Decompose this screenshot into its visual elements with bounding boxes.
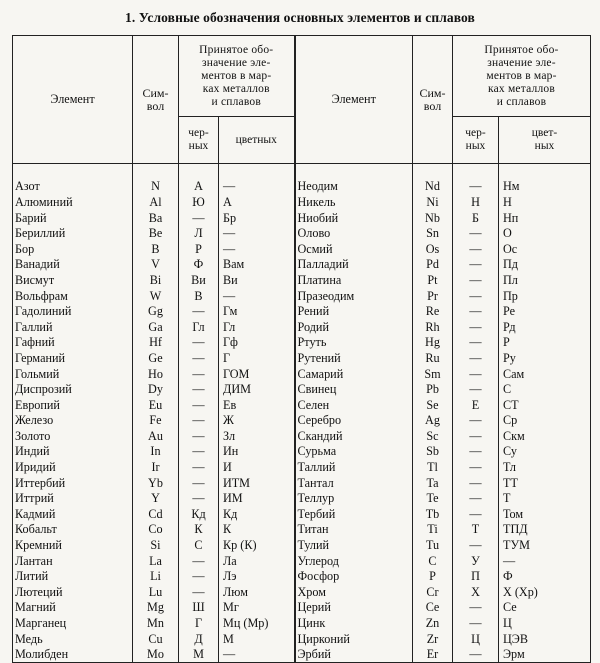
nonferrous-designation: Тл (499, 460, 591, 476)
table-row (13, 273, 591, 289)
ferrous-designation: — (179, 304, 219, 320)
element-name: Осмий (295, 241, 413, 257)
element-name: Висмут (13, 273, 133, 289)
element-symbol: Bi (133, 273, 179, 289)
element-name: Медь (13, 631, 133, 647)
element-name: Празеодим (295, 288, 413, 304)
ferrous-designation: — (453, 273, 499, 289)
nonferrous-designation: Гм (219, 304, 295, 320)
ferrous-designation: Е (453, 397, 499, 413)
nonferrous-designation: — (219, 241, 295, 257)
ferrous-designation: Х (453, 585, 499, 601)
nonferrous-designation: — (219, 226, 295, 242)
element-symbols-table (12, 35, 591, 663)
nonferrous-designation: — (219, 179, 295, 195)
element-name: Иттрий (13, 491, 133, 507)
element-name: Неодим (295, 179, 413, 195)
nonferrous-designation: С (499, 382, 591, 398)
element-symbol: Zr (413, 631, 453, 647)
header-element: Элемент (13, 36, 133, 164)
element-name: Ниобий (295, 210, 413, 226)
element-symbol: Ba (133, 210, 179, 226)
nonferrous-designation: Ла (219, 553, 295, 569)
ferrous-designation: — (453, 429, 499, 445)
element-name: Молибден (13, 647, 133, 663)
nonferrous-designation: Ж (219, 413, 295, 429)
element-name: Ванадий (13, 257, 133, 273)
element-symbol: Ni (413, 195, 453, 211)
ferrous-designation: — (179, 210, 219, 226)
table-caption: 1. Условные обозначения основных элементов и сплавов (125, 10, 475, 25)
element-symbol: Cd (133, 507, 179, 523)
element-symbol: Cu (133, 631, 179, 647)
element-symbol: C (413, 553, 453, 569)
ferrous-designation: — (453, 647, 499, 663)
element-name: Иттербий (13, 475, 133, 491)
element-symbol: Er (413, 647, 453, 663)
element-name: Алюминий (13, 195, 133, 211)
element-name: Теллур (295, 491, 413, 507)
nonferrous-designation: СТ (499, 397, 591, 413)
element-name: Цинк (295, 616, 413, 632)
table-row (13, 382, 591, 398)
element-name: Углерод (295, 553, 413, 569)
ferrous-designation: Г (179, 616, 219, 632)
element-symbol: Ce (413, 600, 453, 616)
table-row (13, 241, 591, 257)
element-name: Кадмий (13, 507, 133, 523)
table-body (13, 164, 591, 663)
ferrous-designation: — (453, 616, 499, 632)
element-name: Самарий (295, 366, 413, 382)
nonferrous-designation: Скм (499, 429, 591, 445)
element-name: Селен (295, 397, 413, 413)
element-name: Европий (13, 397, 133, 413)
nonferrous-designation: Ф (499, 569, 591, 585)
element-name: Германий (13, 351, 133, 367)
nonferrous-designation: Ср (499, 413, 591, 429)
ferrous-designation: Ф (179, 257, 219, 273)
element-name: Титан (295, 522, 413, 538)
ferrous-designation: — (453, 460, 499, 476)
header-ferrous-right: чер- ных (453, 117, 499, 164)
ferrous-designation: Д (179, 631, 219, 647)
element-symbol: Eu (133, 397, 179, 413)
nonferrous-designation: ИТМ (219, 475, 295, 491)
ferrous-designation: — (179, 335, 219, 351)
nonferrous-designation: Рд (499, 319, 591, 335)
table-row (13, 444, 591, 460)
ferrous-designation: В (179, 288, 219, 304)
element-name: Литий (13, 569, 133, 585)
header-symbol-right: Сим- вол (413, 36, 453, 164)
element-name: Гафний (13, 335, 133, 351)
element-name: Скандий (295, 429, 413, 445)
element-symbol: Y (133, 491, 179, 507)
element-symbol: Au (133, 429, 179, 445)
nonferrous-designation: Т (499, 491, 591, 507)
element-symbol: N (133, 179, 179, 195)
nonferrous-designation: И (219, 460, 295, 476)
ferrous-designation: Кд (179, 507, 219, 523)
nonferrous-designation: Эрм (499, 647, 591, 663)
element-symbol: Se (413, 397, 453, 413)
element-name: Кремний (13, 538, 133, 554)
ferrous-designation: — (179, 444, 219, 460)
nonferrous-designation: Гл (219, 319, 295, 335)
element-symbol: Al (133, 195, 179, 211)
ferrous-designation: — (179, 366, 219, 382)
ferrous-designation: — (453, 288, 499, 304)
element-name: Хром (295, 585, 413, 601)
table-row (13, 335, 591, 351)
element-name: Лантан (13, 553, 133, 569)
nonferrous-designation: Пр (499, 288, 591, 304)
table-row (13, 210, 591, 226)
element-name: Барий (13, 210, 133, 226)
ferrous-designation: Н (453, 195, 499, 211)
element-symbol: Hg (413, 335, 453, 351)
element-symbol: Dy (133, 382, 179, 398)
element-name: Бор (13, 241, 133, 257)
ferrous-designation: — (179, 569, 219, 585)
nonferrous-designation: Кр (К) (219, 538, 295, 554)
element-symbol: Ge (133, 351, 179, 367)
element-symbol: Tu (413, 538, 453, 554)
element-symbol: P (413, 569, 453, 585)
ferrous-designation: — (453, 600, 499, 616)
ferrous-designation: Ви (179, 273, 219, 289)
nonferrous-designation: Г (219, 351, 295, 367)
element-symbol: B (133, 241, 179, 257)
element-symbol: Sc (413, 429, 453, 445)
ferrous-designation: М (179, 647, 219, 663)
element-name: Свинец (295, 382, 413, 398)
element-name: Вольфрам (13, 288, 133, 304)
nonferrous-designation: Вам (219, 257, 295, 273)
table-row (13, 631, 591, 647)
table-row (13, 538, 591, 554)
header-designation-group: Принятое обо- значение эле- ментов в мар- ках металлов и сплавов (179, 36, 295, 117)
element-symbol: Hf (133, 335, 179, 351)
element-symbol: Gg (133, 304, 179, 320)
element-symbol: La (133, 553, 179, 569)
element-symbol: Re (413, 304, 453, 320)
ferrous-designation: Ш (179, 600, 219, 616)
element-symbol: Ru (413, 351, 453, 367)
element-name: Тантал (295, 475, 413, 491)
ferrous-designation: — (179, 397, 219, 413)
nonferrous-designation: К (219, 522, 295, 538)
element-name: Платина (295, 273, 413, 289)
ferrous-designation: — (179, 351, 219, 367)
element-symbol: Yb (133, 475, 179, 491)
element-name: Кобальт (13, 522, 133, 538)
ferrous-designation: П (453, 569, 499, 585)
ferrous-designation: Гл (179, 319, 219, 335)
element-symbol: Si (133, 538, 179, 554)
ferrous-designation: — (453, 257, 499, 273)
table-row (13, 616, 591, 632)
element-name: Палладий (295, 257, 413, 273)
element-symbol: Te (413, 491, 453, 507)
table-row (13, 413, 591, 429)
nonferrous-designation: Ос (499, 241, 591, 257)
element-symbol: Mg (133, 600, 179, 616)
element-symbol: Be (133, 226, 179, 242)
element-symbol: Zn (413, 616, 453, 632)
nonferrous-designation: А (219, 195, 295, 211)
element-symbol: W (133, 288, 179, 304)
element-symbol: Rh (413, 319, 453, 335)
element-name: Фосфор (295, 569, 413, 585)
ferrous-designation: — (179, 585, 219, 601)
ferrous-designation: Б (453, 210, 499, 226)
table-row (13, 507, 591, 523)
element-symbol: Sm (413, 366, 453, 382)
element-name: Гольмий (13, 366, 133, 382)
element-name: Ртуть (295, 335, 413, 351)
table-row (13, 288, 591, 304)
element-symbol: Ti (413, 522, 453, 538)
element-symbol: Sb (413, 444, 453, 460)
element-name: Индий (13, 444, 133, 460)
ferrous-designation: — (453, 226, 499, 242)
nonferrous-designation: Пд (499, 257, 591, 273)
table-row (13, 366, 591, 382)
nonferrous-designation: ИМ (219, 491, 295, 507)
element-name: Никель (295, 195, 413, 211)
element-name: Иридий (13, 460, 133, 476)
element-name: Сурьма (295, 444, 413, 460)
ferrous-designation: — (453, 366, 499, 382)
ferrous-designation: К (179, 522, 219, 538)
element-symbol: Pr (413, 288, 453, 304)
table-row (13, 585, 591, 601)
nonferrous-designation: Се (499, 600, 591, 616)
nonferrous-designation: Пл (499, 273, 591, 289)
element-symbol: V (133, 257, 179, 273)
element-symbol: In (133, 444, 179, 460)
element-symbol: Fe (133, 413, 179, 429)
nonferrous-designation: Ру (499, 351, 591, 367)
nonferrous-designation: Х (Хр) (499, 585, 591, 601)
nonferrous-designation: Зл (219, 429, 295, 445)
element-name: Лютеций (13, 585, 133, 601)
element-symbol: Tb (413, 507, 453, 523)
nonferrous-designation: ЦЭВ (499, 631, 591, 647)
ferrous-designation: — (179, 413, 219, 429)
ferrous-designation: У (453, 553, 499, 569)
table-row (13, 460, 591, 476)
element-name: Таллий (295, 460, 413, 476)
element-name: Олово (295, 226, 413, 242)
nonferrous-designation: Бр (219, 210, 295, 226)
ferrous-designation: — (179, 475, 219, 491)
table-row (13, 600, 591, 616)
element-symbol: Os (413, 241, 453, 257)
nonferrous-designation: ГОМ (219, 366, 295, 382)
ferrous-designation: Т (453, 522, 499, 538)
ferrous-designation: Р (179, 241, 219, 257)
element-symbol: Pd (413, 257, 453, 273)
ferrous-designation: — (453, 241, 499, 257)
nonferrous-designation: — (219, 647, 295, 663)
table-row (13, 522, 591, 538)
element-symbol: Li (133, 569, 179, 585)
ferrous-designation: — (453, 444, 499, 460)
element-name: Эрбий (295, 647, 413, 663)
element-name: Марганец (13, 616, 133, 632)
element-name: Бериллий (13, 226, 133, 242)
ferrous-designation: Л (179, 226, 219, 242)
element-symbol: Ta (413, 475, 453, 491)
ferrous-designation: Ю (179, 195, 219, 211)
table-row (13, 351, 591, 367)
element-name: Азот (13, 179, 133, 195)
ferrous-designation: — (453, 382, 499, 398)
nonferrous-designation: Кд (219, 507, 295, 523)
element-symbol: Cr (413, 585, 453, 601)
element-name: Золото (13, 429, 133, 445)
element-symbol: Nd (413, 179, 453, 195)
ferrous-designation: — (179, 429, 219, 445)
table-row (13, 319, 591, 335)
element-name: Тулий (295, 538, 413, 554)
ferrous-designation: — (453, 179, 499, 195)
element-name: Гадолиний (13, 304, 133, 320)
table-row (13, 179, 591, 195)
table-row (13, 304, 591, 320)
ferrous-designation: — (453, 351, 499, 367)
element-name: Рений (295, 304, 413, 320)
ferrous-designation: — (453, 413, 499, 429)
element-symbol: Tl (413, 460, 453, 476)
nonferrous-designation: Ев (219, 397, 295, 413)
ferrous-designation: — (179, 491, 219, 507)
ferrous-designation: — (179, 382, 219, 398)
table-row (13, 257, 591, 273)
nonferrous-designation: ТУМ (499, 538, 591, 554)
element-symbol: Ir (133, 460, 179, 476)
element-symbol: Sn (413, 226, 453, 242)
element-symbol: Pb (413, 382, 453, 398)
ferrous-designation: — (453, 507, 499, 523)
element-name: Родий (295, 319, 413, 335)
nonferrous-designation: Нп (499, 210, 591, 226)
nonferrous-designation: Ин (219, 444, 295, 460)
table-row (13, 491, 591, 507)
nonferrous-designation: Ви (219, 273, 295, 289)
nonferrous-designation: Мг (219, 600, 295, 616)
header-element-right: Элемент (295, 36, 413, 164)
element-symbol: Ag (413, 413, 453, 429)
table-row (13, 553, 591, 569)
nonferrous-designation: ДИМ (219, 382, 295, 398)
nonferrous-designation: Ц (499, 616, 591, 632)
header-symbol: Сим- вол (133, 36, 179, 164)
nonferrous-designation: Н (499, 195, 591, 211)
element-symbol: Nb (413, 210, 453, 226)
element-symbol: Ga (133, 319, 179, 335)
nonferrous-designation: О (499, 226, 591, 242)
ferrous-designation: — (179, 553, 219, 569)
ferrous-designation: — (453, 304, 499, 320)
ferrous-designation: — (453, 319, 499, 335)
ferrous-designation: С (179, 538, 219, 554)
ferrous-designation: — (453, 475, 499, 491)
nonferrous-designation: ТПД (499, 522, 591, 538)
element-name: Тербий (295, 507, 413, 523)
nonferrous-designation: Лэ (219, 569, 295, 585)
nonferrous-designation: Гф (219, 335, 295, 351)
nonferrous-designation: Р (499, 335, 591, 351)
element-name: Цирконий (295, 631, 413, 647)
element-symbol: Mn (133, 616, 179, 632)
ferrous-designation: — (453, 335, 499, 351)
header-designation-group-right: Принятое обо- значение эле- ментов в мар- ках металлов и сплавов (453, 36, 591, 117)
nonferrous-designation: Су (499, 444, 591, 460)
ferrous-designation: — (453, 538, 499, 554)
table-row (13, 569, 591, 585)
header-ferrous: чер- ных (179, 117, 219, 164)
nonferrous-designation: Том (499, 507, 591, 523)
nonferrous-designation: М (219, 631, 295, 647)
element-symbol: Lu (133, 585, 179, 601)
header-nonferrous: цветных (219, 117, 295, 164)
nonferrous-designation: ТТ (499, 475, 591, 491)
element-symbol: Mo (133, 647, 179, 663)
nonferrous-designation: Ре (499, 304, 591, 320)
nonferrous-designation: Мц (Мр) (219, 616, 295, 632)
element-name: Магний (13, 600, 133, 616)
table-row (13, 475, 591, 491)
element-symbol: Ho (133, 366, 179, 382)
nonferrous-designation: — (219, 288, 295, 304)
element-name: Железо (13, 413, 133, 429)
nonferrous-designation: Люм (219, 585, 295, 601)
header-nonferrous-right: цвет- ных (499, 117, 591, 164)
ferrous-designation: — (179, 460, 219, 476)
element-name: Рутений (295, 351, 413, 367)
element-symbol: Pt (413, 273, 453, 289)
ferrous-designation: — (453, 491, 499, 507)
ferrous-designation: А (179, 179, 219, 195)
element-name: Диспрозий (13, 382, 133, 398)
element-name: Серебро (295, 413, 413, 429)
table-row (13, 226, 591, 242)
table-row (13, 429, 591, 445)
element-symbol: Co (133, 522, 179, 538)
element-name: Церий (295, 600, 413, 616)
nonferrous-designation: Нм (499, 179, 591, 195)
table-row (13, 397, 591, 413)
nonferrous-designation: — (499, 553, 591, 569)
table-row (13, 195, 591, 211)
element-name: Галлий (13, 319, 133, 335)
ferrous-designation: Ц (453, 631, 499, 647)
nonferrous-designation: Сам (499, 366, 591, 382)
table-row (13, 647, 591, 663)
